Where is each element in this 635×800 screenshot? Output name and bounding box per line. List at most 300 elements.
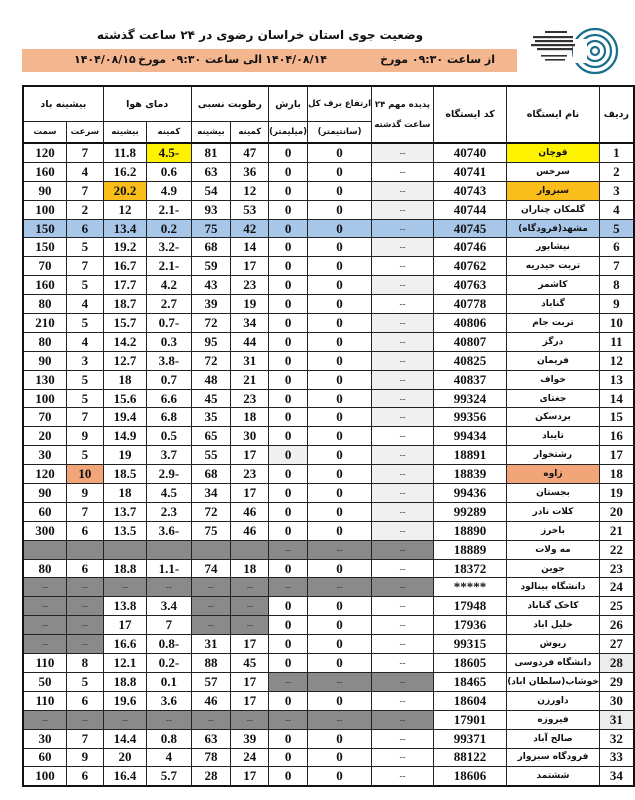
cell-temp-max: 20 xyxy=(103,748,147,767)
cell-temp-max: 13.5 xyxy=(103,521,147,540)
cell-precipitation: 0 xyxy=(269,162,308,181)
cell-humidity-max: 72 xyxy=(191,314,231,333)
cell-temp-min: 2.7 xyxy=(147,295,191,314)
cell-row-number: 3 xyxy=(599,181,634,200)
cell-temp-max: 15.7 xyxy=(103,314,147,333)
cell-humidity-min: 36 xyxy=(231,162,269,181)
cell-station-name: صالح آباد xyxy=(507,729,600,748)
col-precip: بارش xyxy=(269,86,308,122)
cell-humidity-max: 75 xyxy=(191,219,231,238)
table-row xyxy=(23,446,634,465)
cell-precipitation: 0 xyxy=(269,521,308,540)
table-row xyxy=(23,200,634,219)
cell-wind-direction: 210 xyxy=(23,314,66,333)
cell-wind-speed: 4 xyxy=(66,332,103,351)
cell-phenomenon: -- xyxy=(372,200,434,219)
cell-snow-depth: 0 xyxy=(308,389,372,408)
cell-humidity-max: 81 xyxy=(191,143,231,162)
cell-humidity-min: 21 xyxy=(231,370,269,389)
cell-temp-max: 19.4 xyxy=(103,408,147,427)
cell-humidity-max: 46 xyxy=(191,691,231,710)
cell-precipitation: 0 xyxy=(269,502,308,521)
cell-temp-max xyxy=(103,540,147,559)
cell-humidity-min: 12 xyxy=(231,181,269,200)
cell-phenomenon: -- xyxy=(372,162,434,181)
cell-snow-depth: 0 xyxy=(308,729,372,748)
cell-temp-max: 19.6 xyxy=(103,691,147,710)
cell-phenomenon: -- xyxy=(372,729,434,748)
cell-station-code: 99289 xyxy=(433,502,506,521)
cell-phenomenon: -- xyxy=(372,295,434,314)
cell-humidity-max: 65 xyxy=(191,427,231,446)
cell-station-name: سبزوار xyxy=(507,181,600,200)
cell-phenomenon: -- xyxy=(372,389,434,408)
cell-row-number: 15 xyxy=(599,408,634,427)
col-max-wind: بیشینه باد xyxy=(23,86,103,122)
cell-station-name: کاشمر xyxy=(507,276,600,295)
cell-wind-speed: 10 xyxy=(66,465,103,484)
cell-humidity-max: 43 xyxy=(191,276,231,295)
cell-row-number: 2 xyxy=(599,162,634,181)
cell-temp-max: 19 xyxy=(103,446,147,465)
cell-station-name: فریمان xyxy=(507,351,600,370)
cell-phenomenon: -- xyxy=(372,446,434,465)
cell-wind-direction: -- xyxy=(23,578,66,597)
cell-precipitation: 0 xyxy=(269,276,308,295)
cell-temp-min: 7 xyxy=(147,616,191,635)
cell-temp-max: 19.2 xyxy=(103,238,147,257)
cell-row-number: 27 xyxy=(599,635,634,654)
cell-temp-min: 0.2 xyxy=(147,219,191,238)
cell-humidity-min: -- xyxy=(231,597,269,616)
cell-station-code: 40806 xyxy=(433,314,506,333)
cell-temp-min: 5.7 xyxy=(147,767,191,786)
cell-temp-max: 12.7 xyxy=(103,351,147,370)
col-phenomenon: پدیده مهم ۲۴ ساعت گذشته xyxy=(372,86,434,143)
cell-humidity-min: 30 xyxy=(231,427,269,446)
cell-humidity-max: 78 xyxy=(191,748,231,767)
cell-station-code: 40762 xyxy=(433,257,506,276)
cell-snow-depth: 0 xyxy=(308,465,372,484)
cell-wind-speed: 5 xyxy=(66,446,103,465)
cell-precipitation: -- xyxy=(269,710,308,729)
cell-temp-min: -2.1 xyxy=(147,200,191,219)
cell-wind-speed: 5 xyxy=(66,238,103,257)
cell-snow-depth: 0 xyxy=(308,351,372,370)
cell-row-number: 13 xyxy=(599,370,634,389)
cell-wind-speed: 7 xyxy=(66,502,103,521)
cell-temp-min: -3.8 xyxy=(147,351,191,370)
cell-temp-min: 2.3 xyxy=(147,502,191,521)
cell-humidity-min: 17 xyxy=(231,767,269,786)
cell-temp-min: 4.5 xyxy=(147,484,191,503)
cell-precipitation: 0 xyxy=(269,465,308,484)
col-snow-unit: (سانتیمتر) xyxy=(308,122,372,144)
cell-temp-min: -1.1 xyxy=(147,559,191,578)
cell-humidity-max: 55 xyxy=(191,446,231,465)
table-row xyxy=(23,521,634,540)
cell-station-name: بجستان xyxy=(507,484,600,503)
table-row xyxy=(23,465,634,484)
cell-row-number: 16 xyxy=(599,427,634,446)
cell-station-code: 40743 xyxy=(433,181,506,200)
cell-snow-depth: 0 xyxy=(308,635,372,654)
cell-snow-depth: 0 xyxy=(308,502,372,521)
table-row xyxy=(23,314,634,333)
cell-row-number: 14 xyxy=(599,389,634,408)
cell-station-code: 40825 xyxy=(433,351,506,370)
cell-humidity-min: 17 xyxy=(231,691,269,710)
cell-wind-direction: 110 xyxy=(23,654,66,673)
cell-precipitation: 0 xyxy=(269,729,308,748)
cell-station-code: 40746 xyxy=(433,238,506,257)
cell-station-code: 18465 xyxy=(433,672,506,691)
cell-temp-min: 0.1 xyxy=(147,672,191,691)
cell-station-name: نیشابور xyxy=(507,238,600,257)
cell-snow-depth: 0 xyxy=(308,200,372,219)
cell-phenomenon: -- xyxy=(372,219,434,238)
col-precip-unit: (میلیمتر) xyxy=(269,122,308,144)
cell-station-code: 40741 xyxy=(433,162,506,181)
table-row xyxy=(23,389,634,408)
cell-humidity-min: 53 xyxy=(231,200,269,219)
cell-temp-min: 0.5 xyxy=(147,427,191,446)
cell-row-number: 20 xyxy=(599,502,634,521)
cell-humidity-max: 35 xyxy=(191,408,231,427)
cell-row-number: 8 xyxy=(599,276,634,295)
cell-humidity-min: 23 xyxy=(231,389,269,408)
table-row xyxy=(23,143,634,162)
cell-wind-speed: 6 xyxy=(66,691,103,710)
table-body xyxy=(23,143,634,786)
cell-precipitation: 0 xyxy=(269,200,308,219)
cell-precipitation: 0 xyxy=(269,370,308,389)
cell-station-code: 18889 xyxy=(433,540,506,559)
table-row xyxy=(23,332,634,351)
table-row xyxy=(23,748,634,767)
cell-humidity-min: 39 xyxy=(231,729,269,748)
cell-humidity-max: 59 xyxy=(191,257,231,276)
cell-station-code: 17948 xyxy=(433,597,506,616)
cell-precipitation: -- xyxy=(269,540,308,559)
cell-station-name: ریوش xyxy=(507,635,600,654)
cell-wind-direction: 60 xyxy=(23,502,66,521)
cell-temp-max: 18 xyxy=(103,370,147,389)
cell-snow-depth: 0 xyxy=(308,162,372,181)
cell-station-name: گناباد xyxy=(507,295,600,314)
cell-station-name: خوشاب(سلطان اباد) xyxy=(507,672,600,691)
cell-station-name: درگز xyxy=(507,332,600,351)
cell-phenomenon: -- xyxy=(372,370,434,389)
cell-row-number: 1 xyxy=(599,143,634,162)
cell-precipitation: -- xyxy=(269,672,308,691)
cell-wind-direction: -- xyxy=(23,635,66,654)
cell-phenomenon: -- xyxy=(372,710,434,729)
cell-wind-speed: 9 xyxy=(66,748,103,767)
col-humidity: رطوبت نسبی xyxy=(191,86,269,122)
cell-temp-min: -- xyxy=(147,710,191,729)
meteorological-organization-logo xyxy=(525,25,620,77)
cell-wind-direction: -- xyxy=(23,616,66,635)
cell-humidity-min: 47 xyxy=(231,143,269,162)
from-date: ۱۴۰۴/۰۸/۱۴ xyxy=(265,53,327,66)
cell-temp-min: 0.8 xyxy=(147,729,191,748)
cell-station-name: مشهد(فرودگاه) xyxy=(507,219,600,238)
cell-temp-max: 13.4 xyxy=(103,219,147,238)
cell-phenomenon: -- xyxy=(372,597,434,616)
cell-snow-depth: 0 xyxy=(308,295,372,314)
cell-precipitation: 0 xyxy=(269,559,308,578)
cell-precipitation: 0 xyxy=(269,219,308,238)
cell-humidity-max: 95 xyxy=(191,332,231,351)
cell-humidity-min: 45 xyxy=(231,654,269,673)
cell-wind-direction: 70 xyxy=(23,408,66,427)
cell-wind-direction: 80 xyxy=(23,559,66,578)
col-station-code: کد ایستگاه xyxy=(433,86,506,143)
cell-station-name: کلات نادر xyxy=(507,502,600,521)
cell-temp-min: 4 xyxy=(147,748,191,767)
cell-row-number: 23 xyxy=(599,559,634,578)
cell-row-number: 5 xyxy=(599,219,634,238)
cell-temp-min: -0.7 xyxy=(147,314,191,333)
cell-humidity-min: 44 xyxy=(231,332,269,351)
cell-precipitation: 0 xyxy=(269,143,308,162)
cell-station-code: 18604 xyxy=(433,691,506,710)
cell-humidity-max: 63 xyxy=(191,162,231,181)
cell-precipitation: 0 xyxy=(269,314,308,333)
cell-wind-direction: 80 xyxy=(23,295,66,314)
cell-humidity-min: 34 xyxy=(231,314,269,333)
cell-station-name: فرودگاه سبزوار xyxy=(507,748,600,767)
cell-station-name: بردسکن xyxy=(507,408,600,427)
cell-phenomenon: -- xyxy=(372,351,434,370)
cell-station-name: داورزن xyxy=(507,691,600,710)
cell-temp-min xyxy=(147,540,191,559)
table-row xyxy=(23,162,634,181)
cell-snow-depth: 0 xyxy=(308,597,372,616)
cell-humidity-max: 31 xyxy=(191,635,231,654)
cell-wind-speed: 7 xyxy=(66,181,103,200)
cell-phenomenon: -- xyxy=(372,616,434,635)
report-title: وضعیت جوی استان خراسان رضوی در ۲۴ ساعت گذشته xyxy=(96,28,424,42)
cell-station-code: 18891 xyxy=(433,446,506,465)
table-row xyxy=(23,691,634,710)
cell-wind-direction: 70 xyxy=(23,257,66,276)
table-row xyxy=(23,370,634,389)
cell-snow-depth: 0 xyxy=(308,691,372,710)
cell-precipitation: 0 xyxy=(269,635,308,654)
cell-wind-direction: 20 xyxy=(23,427,66,446)
cell-precipitation: 0 xyxy=(269,257,308,276)
cell-station-name: خلیل اباد xyxy=(507,616,600,635)
cell-temp-max: 18.8 xyxy=(103,559,147,578)
to-date: ۱۴۰۴/۰۸/۱۵ xyxy=(74,53,136,66)
cell-wind-speed: 8 xyxy=(66,654,103,673)
cell-humidity-max: 48 xyxy=(191,370,231,389)
cell-temp-max: 11.8 xyxy=(103,143,147,162)
cell-wind-speed: 6 xyxy=(66,521,103,540)
cell-temp-min: 4.2 xyxy=(147,276,191,295)
cell-station-code: 18605 xyxy=(433,654,506,673)
cell-wind-direction: 160 xyxy=(23,276,66,295)
cell-humidity-max: 75 xyxy=(191,521,231,540)
cell-row-number: 31 xyxy=(599,710,634,729)
table-row xyxy=(23,729,634,748)
cell-wind-speed: 4 xyxy=(66,162,103,181)
cell-wind-direction: 50 xyxy=(23,672,66,691)
cell-station-name: تربت حیدریه xyxy=(507,257,600,276)
cell-temp-max: 15.6 xyxy=(103,389,147,408)
cell-wind-speed: 6 xyxy=(66,219,103,238)
cell-station-code: 99324 xyxy=(433,389,506,408)
cell-station-code: 40740 xyxy=(433,143,506,162)
cell-phenomenon: -- xyxy=(372,635,434,654)
cell-wind-direction: 150 xyxy=(23,219,66,238)
cell-temp-max: -- xyxy=(103,710,147,729)
from-label: از ساعت ۰۹:۳۰ مورخ xyxy=(380,53,495,66)
table-row xyxy=(23,635,634,654)
cell-wind-speed: -- xyxy=(66,597,103,616)
cell-snow-depth: 0 xyxy=(308,219,372,238)
cell-station-name: رشتخوار xyxy=(507,446,600,465)
cell-humidity-min: -- xyxy=(231,710,269,729)
cell-station-code: 18890 xyxy=(433,521,506,540)
cell-precipitation: 0 xyxy=(269,616,308,635)
cell-phenomenon: -- xyxy=(372,502,434,521)
table-row xyxy=(23,257,634,276)
table-row xyxy=(23,295,634,314)
cell-temp-max: -- xyxy=(103,578,147,597)
cell-phenomenon: -- xyxy=(372,559,434,578)
cell-humidity-min: -- xyxy=(231,616,269,635)
cell-row-number: 21 xyxy=(599,521,634,540)
cell-humidity-min: 19 xyxy=(231,295,269,314)
cell-station-code: 99315 xyxy=(433,635,506,654)
cell-station-code: 99371 xyxy=(433,729,506,748)
cell-phenomenon: -- xyxy=(372,521,434,540)
cell-precipitation: 0 xyxy=(269,332,308,351)
cell-wind-direction: 110 xyxy=(23,691,66,710)
cell-station-name: جغتای xyxy=(507,389,600,408)
cell-row-number: 28 xyxy=(599,654,634,673)
table-row xyxy=(23,616,634,635)
cell-wind-speed: 6 xyxy=(66,559,103,578)
col-row-number: ردیف xyxy=(599,86,634,143)
cell-wind-direction: 100 xyxy=(23,389,66,408)
cell-wind-direction: 100 xyxy=(23,767,66,786)
cell-precipitation: -- xyxy=(269,578,308,597)
table-row xyxy=(23,597,634,616)
cell-snow-depth: 0 xyxy=(308,484,372,503)
cell-station-code: 40745 xyxy=(433,219,506,238)
cell-snow-depth: -- xyxy=(308,710,372,729)
cell-temp-max: 16.7 xyxy=(103,257,147,276)
cell-temp-max: 14.2 xyxy=(103,332,147,351)
cell-humidity-max: 34 xyxy=(191,484,231,503)
cell-temp-min: -0.8 xyxy=(147,635,191,654)
col-temperature: دمای هوا xyxy=(103,86,191,122)
cell-wind-speed: 7 xyxy=(66,257,103,276)
col-station-name: نام ایستگاه xyxy=(507,86,600,143)
cell-station-name: سرخس xyxy=(507,162,600,181)
cell-snow-depth: 0 xyxy=(308,314,372,333)
cell-station-code: 17936 xyxy=(433,616,506,635)
cell-temp-min: -3.2 xyxy=(147,238,191,257)
cell-row-number: 10 xyxy=(599,314,634,333)
cell-wind-speed: -- xyxy=(66,710,103,729)
cell-wind-direction: 120 xyxy=(23,143,66,162)
cell-row-number: 34 xyxy=(599,767,634,786)
cell-snow-depth: -- xyxy=(308,672,372,691)
cell-precipitation: 0 xyxy=(269,654,308,673)
cell-temp-max: 20.2 xyxy=(103,181,147,200)
cell-station-name: خواف xyxy=(507,370,600,389)
cell-wind-direction: -- xyxy=(23,710,66,729)
table-row xyxy=(23,502,634,521)
cell-temp-min: -2.9 xyxy=(147,465,191,484)
cell-phenomenon: -- xyxy=(372,767,434,786)
cell-snow-depth: 0 xyxy=(308,654,372,673)
cell-humidity-max: 88 xyxy=(191,654,231,673)
cell-phenomenon: -- xyxy=(372,654,434,673)
cell-temp-min: -4.5 xyxy=(147,143,191,162)
cell-temp-max: 18 xyxy=(103,484,147,503)
cell-phenomenon: -- xyxy=(372,484,434,503)
cell-phenomenon: -- xyxy=(372,427,434,446)
cell-humidity-max: 39 xyxy=(191,295,231,314)
cell-humidity-max: 93 xyxy=(191,200,231,219)
cell-station-name: فیروزه xyxy=(507,710,600,729)
cell-humidity-min: 14 xyxy=(231,238,269,257)
cell-precipitation: 0 xyxy=(269,389,308,408)
cell-station-code: 99434 xyxy=(433,427,506,446)
cell-wind-speed: 5 xyxy=(66,276,103,295)
cell-humidity-max: 68 xyxy=(191,465,231,484)
cell-station-name: گلمکان چناران xyxy=(507,200,600,219)
table-row xyxy=(23,710,634,729)
table-row xyxy=(23,578,634,597)
cell-row-number: 30 xyxy=(599,691,634,710)
cell-snow-depth: 0 xyxy=(308,332,372,351)
cell-temp-min: 3.4 xyxy=(147,597,191,616)
cell-row-number: 6 xyxy=(599,238,634,257)
table-row xyxy=(23,276,634,295)
cell-precipitation: 0 xyxy=(269,427,308,446)
table-row xyxy=(23,408,634,427)
cell-wind-speed xyxy=(66,540,103,559)
cell-station-name: زاوه xyxy=(507,465,600,484)
cell-wind-direction: 100 xyxy=(23,200,66,219)
date-range-band xyxy=(22,49,517,72)
cell-snow-depth: 0 xyxy=(308,181,372,200)
cell-precipitation: 0 xyxy=(269,748,308,767)
cell-temp-max: 14.4 xyxy=(103,729,147,748)
cell-row-number: 32 xyxy=(599,729,634,748)
cell-row-number: 11 xyxy=(599,332,634,351)
cell-station-code: 18372 xyxy=(433,559,506,578)
cell-humidity-min: 17 xyxy=(231,446,269,465)
cell-humidity-min: 46 xyxy=(231,502,269,521)
cell-humidity-min: 42 xyxy=(231,219,269,238)
cell-precipitation: 0 xyxy=(269,181,308,200)
cell-station-code: ***** xyxy=(433,578,506,597)
cell-temp-min: -3.6 xyxy=(147,521,191,540)
cell-precipitation: 0 xyxy=(269,691,308,710)
cell-temp-min: 0.7 xyxy=(147,370,191,389)
cell-temp-min: 4.9 xyxy=(147,181,191,200)
cell-wind-direction: 30 xyxy=(23,729,66,748)
cell-wind-speed: 2 xyxy=(66,200,103,219)
